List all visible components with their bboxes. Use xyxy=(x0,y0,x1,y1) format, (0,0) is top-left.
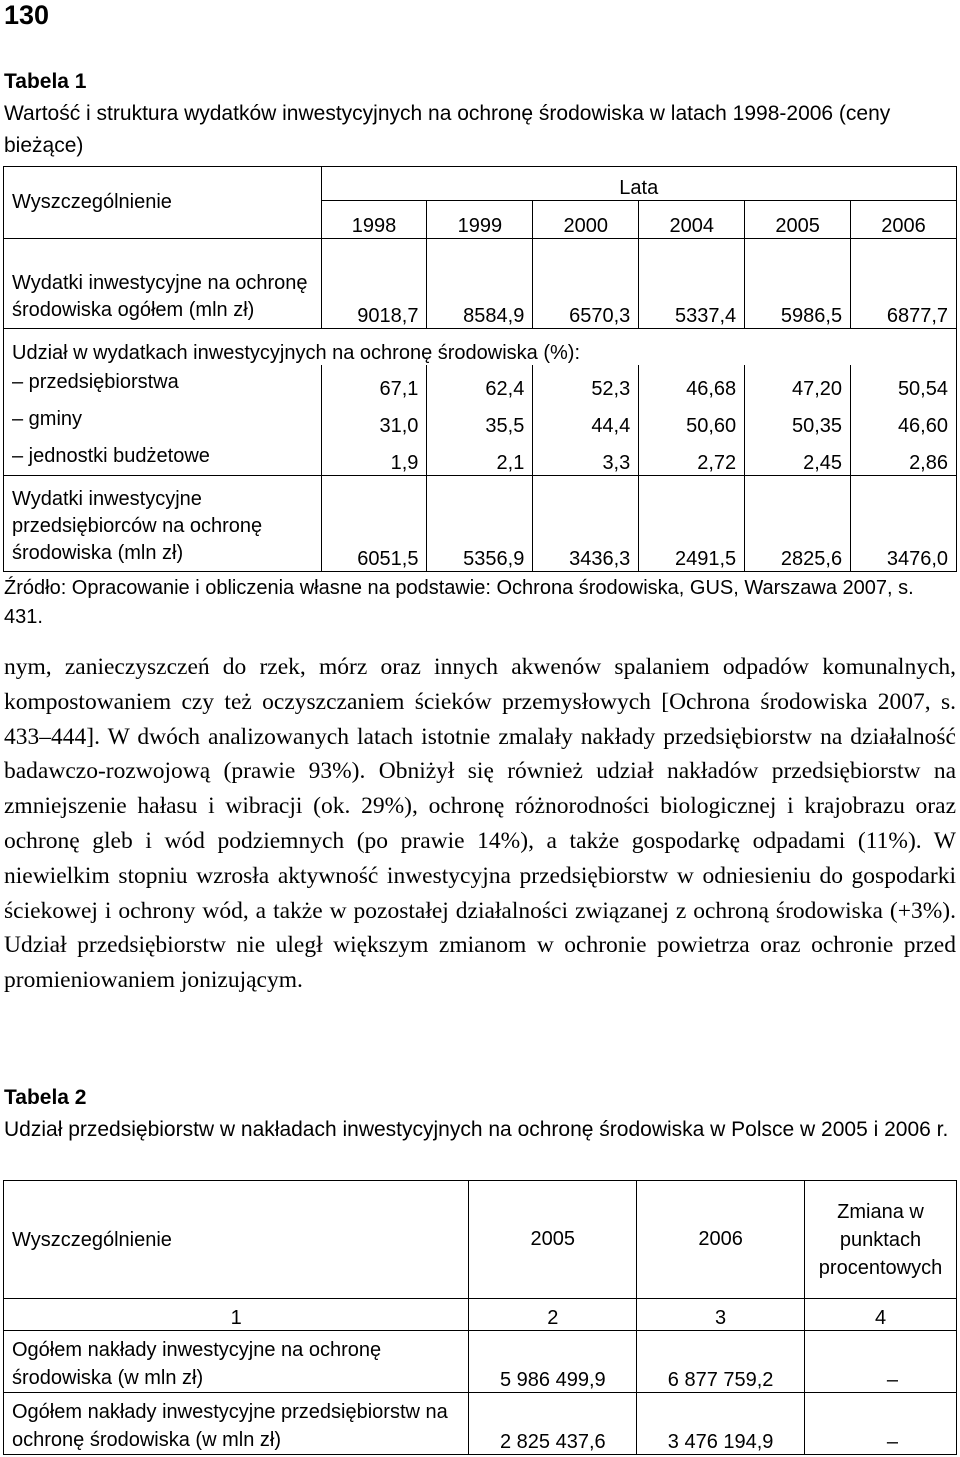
table2-cell: 3 476 194,9 xyxy=(637,1393,805,1455)
table1-row-budget-units xyxy=(4,438,957,476)
table1-row-label: Wydatki inwestycyjne na ochronę środowiska ogółem (mln zł) xyxy=(4,239,322,329)
table1-cell: 2,86 xyxy=(851,438,957,476)
table1-share-heading: Udział w wydatkach inwestycyjnych na ochronę środowiska (%): xyxy=(4,329,957,365)
table2-header-first-col: Wyszczególnienie xyxy=(4,1181,469,1299)
table2-header xyxy=(4,1181,957,1299)
table1-year: 1999 xyxy=(427,201,533,239)
table1-row-municipalities xyxy=(4,401,957,438)
table1-cell: 50,35 xyxy=(745,401,851,438)
table1-cell: 2491,5 xyxy=(639,476,745,572)
table1-cell: 2825,6 xyxy=(745,476,851,572)
table1-cell: 47,20 xyxy=(745,365,851,401)
table1-cell: 2,45 xyxy=(745,438,851,476)
table1-year: 2005 xyxy=(745,201,851,239)
table2-cell: 2 825 437,6 xyxy=(469,1393,637,1455)
table1-label: Tabela 1 xyxy=(4,70,87,93)
table1-cell: 62,4 xyxy=(427,365,533,401)
table1-cell: 31,0 xyxy=(321,401,427,438)
table1-header-first-col: Wyszczególnienie xyxy=(4,167,322,239)
body-paragraph xyxy=(4,650,956,998)
table2-header-2006: 2006 xyxy=(637,1181,805,1299)
table1-cell: 9018,7 xyxy=(321,239,427,329)
table1-cell: 3436,3 xyxy=(533,476,639,572)
table1-cell: 6877,7 xyxy=(851,239,957,329)
table2-cell: 5 986 499,9 xyxy=(469,1331,637,1393)
table2-col-number: 3 xyxy=(637,1299,805,1331)
table1-cell: 5986,5 xyxy=(745,239,851,329)
table1-row-total xyxy=(4,239,957,329)
table1-cell: 46,68 xyxy=(639,365,745,401)
table2-col-number: 1 xyxy=(4,1299,469,1331)
table1-row-label: – gminy xyxy=(4,401,322,438)
table1-row-label: Wydatki inwestycyjne przedsiębiorców na ochronę środowiska (mln zł) xyxy=(4,476,322,572)
table1 xyxy=(3,166,957,572)
page-number: 130 xyxy=(4,0,50,30)
table2 xyxy=(3,1180,957,1455)
table1-row-enterprise-spending xyxy=(4,476,957,572)
table1-caption xyxy=(4,66,956,162)
table1-row-label: – jednostki budżetowe xyxy=(4,438,322,476)
table2-caption xyxy=(4,1082,956,1146)
table1-cell: 8584,9 xyxy=(427,239,533,329)
table1-cell: 35,5 xyxy=(427,401,533,438)
table1-cell: 46,60 xyxy=(851,401,957,438)
table2-row xyxy=(4,1331,957,1393)
table2-col-numbers xyxy=(4,1299,957,1331)
table1-cell: 6051,5 xyxy=(321,476,427,572)
table1-cell: 3476,0 xyxy=(851,476,957,572)
table1-title: Wartość i struktura wydatków inwestycyjnych na ochronę środowiska w latach 1998-2006 (ceny bieżące) xyxy=(4,102,891,157)
table1-year: 2006 xyxy=(851,201,957,239)
table1-cell: 2,1 xyxy=(427,438,533,476)
table1-cell: 50,54 xyxy=(851,365,957,401)
table1-cell: 5337,4 xyxy=(639,239,745,329)
table2-header-2005: 2005 xyxy=(469,1181,637,1299)
table1-cell: 52,3 xyxy=(533,365,639,401)
table1-cell: 50,60 xyxy=(639,401,745,438)
body-paragraph-text: nym, zanieczyszczeń do rzek, mórz oraz innych akwenów spalaniem odpadów komunalnych, kompostowaniem czy też oczyszczaniem ścieków przemysłowych [Ochrona środowiska 2007, s. 433–444]. W dwóch analizowanych latach istotnie zmalały nakłady przedsiębiorstw na działalność badawczo-rozwojową (prawie 93%). Obniżył się również udział nakładów przedsiębiorstw na zmniejszenie hałasu i wibracji (ok. 29%), ochronę różnorodności biologicznej i krajobrazu oraz ochronę gleb i wód podziemnych (po prawie 14%), a także gospodarkę odpadami (11%). W niewielkim stopniu wzrosła aktywność inwestycyjna przedsiębiorstw w odniesieniu do gospodarki ściekowej i ochrony wód, a także w pozostałej działalności związanej z ochroną środowiska (+3%). Udział przedsiębiorstw nie uległ większym zmianom w ochronie powietrza oraz ochronie przed promieniowaniem jonizującym. xyxy=(4,654,956,994)
table1-cell: 2,72 xyxy=(639,438,745,476)
table1-cell: 5356,9 xyxy=(427,476,533,572)
table2-col-number: 2 xyxy=(469,1299,637,1331)
table2-row-label: Ogółem nakłady inwestycyjne na ochronę środowiska (w mln zł) xyxy=(4,1331,469,1393)
table2-col-number: 4 xyxy=(805,1299,957,1331)
table1-year: 1998 xyxy=(321,201,427,239)
table2-cell: 6 877 759,2 xyxy=(637,1331,805,1393)
table1-cell: 6570,3 xyxy=(533,239,639,329)
table1-row-label: – przedsiębiorstwa xyxy=(4,365,322,401)
table1-row-share-heading xyxy=(4,329,957,365)
table1-cell: 67,1 xyxy=(321,365,427,401)
table2-row-label: Ogółem nakłady inwestycyjne przedsiębiorstw na ochronę środowiska (w mln zł) xyxy=(4,1393,469,1455)
table1-year: 2000 xyxy=(533,201,639,239)
table2-row xyxy=(4,1393,957,1455)
table2-label: Tabela 2 xyxy=(4,1086,87,1109)
table2-header-change: Zmiana w punktach procentowych xyxy=(805,1181,957,1299)
table1-source: Źródło: Opracowanie i obliczenia własne na podstawie: Ochrona środowiska, GUS, Warszawa 2007, s. 431. xyxy=(4,577,914,628)
table1-cell: 1,9 xyxy=(321,438,427,476)
table2-cell: – xyxy=(805,1393,957,1455)
table1-cell: 44,4 xyxy=(533,401,639,438)
table1-header-group: Lata xyxy=(321,167,956,201)
table1-year: 2004 xyxy=(639,201,745,239)
table2-title: Udział przedsiębiorstw w nakładach inwestycyjnych na ochronę środowiska w Polsce w 2005 i 2006 r. xyxy=(4,1118,949,1141)
table2-cell: – xyxy=(805,1331,957,1393)
table1-cell: 3,3 xyxy=(533,438,639,476)
table1-row-enterprises xyxy=(4,365,957,401)
